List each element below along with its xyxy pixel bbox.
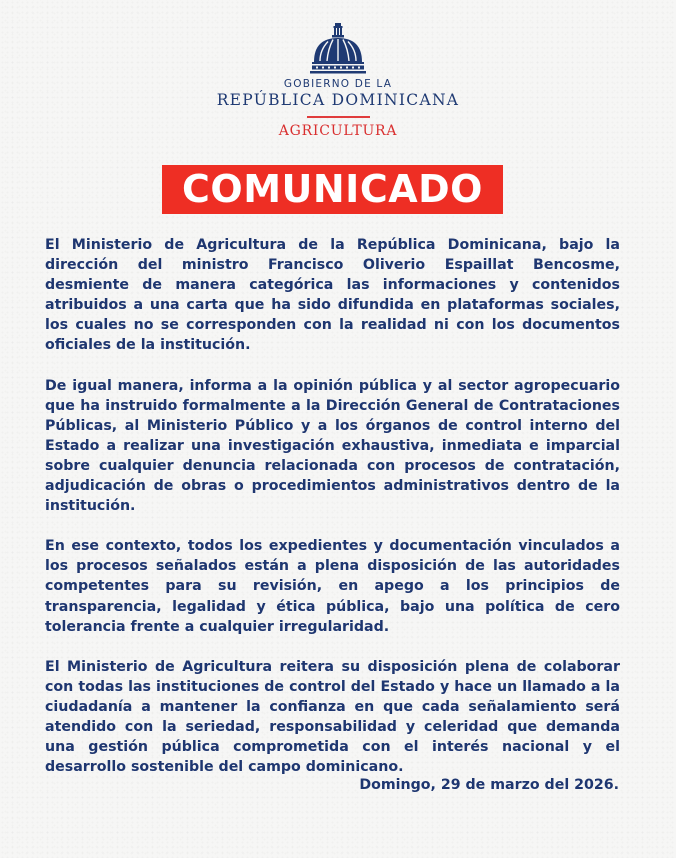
comunicado-banner: COMUNICADO [162,165,503,214]
paragraph-3: En ese contexto, todos los expedientes y documentación vinculados a los procesos señalados están a plena disposición de las autoridades competentes para su revisión, en apego a los principios de transparencia, legalidad y ética pública, bajo una política de cero tolerancia frente a cualquier irregularidad. [45,538,620,635]
header-logo-block [0,22,676,140]
date-line: Domingo, 29 de marzo del 2026. [359,777,619,793]
paragraph-1: El Ministerio de Agricultura de la República Dominicana, bajo la dirección del ministro Francisco Oliverio Espaillat Bencosme, desmiente de manera categórica las informaciones y contenidos atribuidos a una carta que ha sido difundida en plataformas sociales, los cuales no se corresponden con la realidad ni con los documentos oficiales de la institución. [45,237,620,354]
paragraph-4: El Ministerio de Agricultura reitera su disposición plena de colaborar con todas las instituciones de control del Estado y hace un llamado a la ciudadanía a mantener la confianza en que cada señalamiento será atendido con la seriedad, responsabilidad y celeridad que demanda una gestión pública comprometida con el interés nacional y el desarrollo sostenible del campo dominicano. [45,658,620,776]
ministry-name: AGRICULTURA [278,123,398,139]
government-label: GOBIERNO DE LA [283,78,393,90]
paragraph-2: De igual manera, informa a la opinión pública y al sector agropecuario que ha instruido formalmente a la Dirección General de Contrataciones Públicas, al Ministerio Público y a los órganos de control interno del Estado a realizar una investigación exhaustiva, inmediata e imparcial sobre cualquier denuncia relacionada con procesos de contratación, adjudicación de obras o procedimientos administrativos dentro de la institución. [45,377,620,515]
national-palace-dome-icon [306,22,370,76]
statement-body [45,235,620,777]
country-name: REPÚBLICA DOMINICANA [216,91,460,109]
divider-rule [307,116,370,118]
